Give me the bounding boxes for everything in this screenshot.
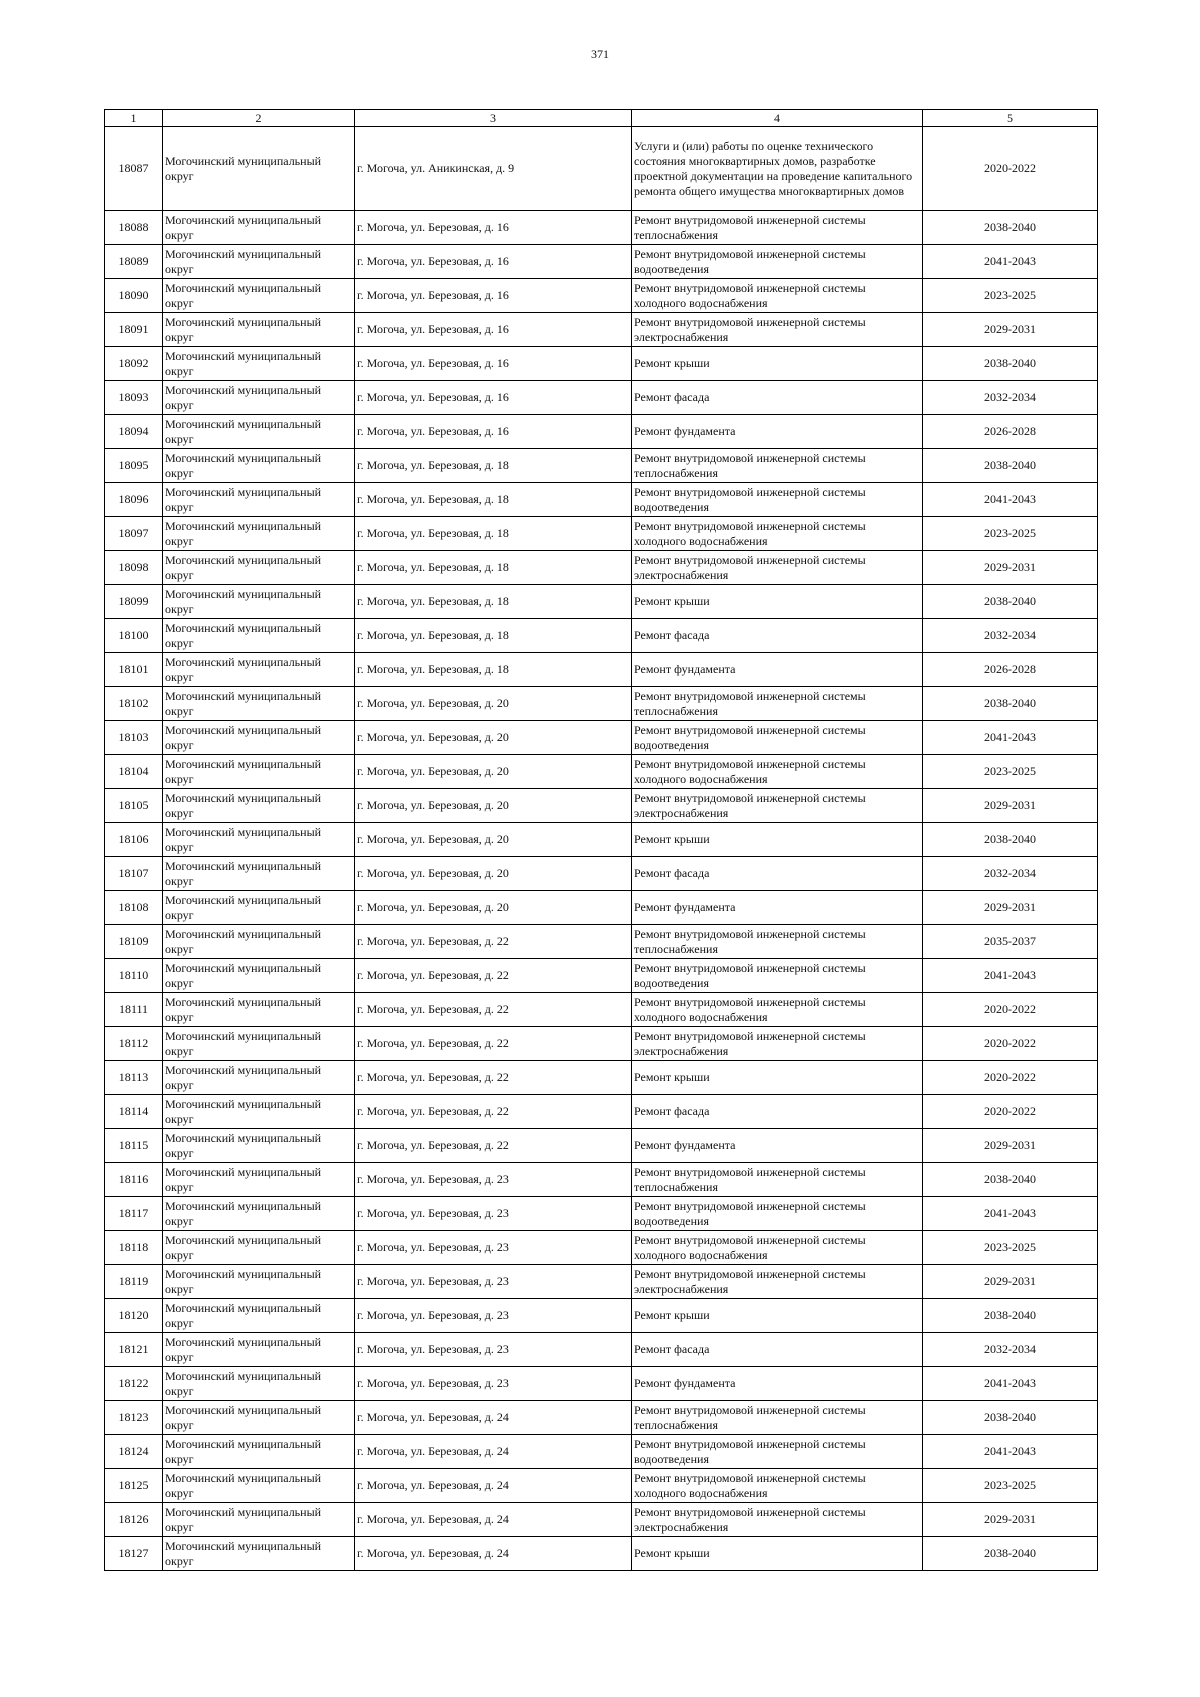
row-number-cell: 18087 (105, 127, 163, 211)
repair-schedule-table (104, 109, 1098, 1571)
address-cell: г. Могоча, ул. Березовая, д. 18 (355, 449, 632, 483)
table-row (105, 415, 1098, 449)
address-cell: г. Могоча, ул. Березовая, д. 20 (355, 789, 632, 823)
address-cell: г. Могоча, ул. Березовая, д. 20 (355, 823, 632, 857)
row-number-cell: 18097 (105, 517, 163, 551)
table-row (105, 483, 1098, 517)
period-cell: 2038-2040 (923, 1299, 1098, 1333)
work-type-cell: Ремонт внутридомовой инженерной системы электроснабжения (632, 313, 923, 347)
table-row (105, 925, 1098, 959)
district-cell: Могочинский муниципальный округ (163, 517, 355, 551)
district-cell: Могочинский муниципальный округ (163, 1129, 355, 1163)
district-cell: Могочинский муниципальный округ (163, 1435, 355, 1469)
work-type-cell: Ремонт внутридомовой инженерной системы водоотведения (632, 1197, 923, 1231)
table-row (105, 1503, 1098, 1537)
row-number-cell: 18119 (105, 1265, 163, 1299)
work-type-cell: Ремонт внутридомовой инженерной системы теплоснабжения (632, 449, 923, 483)
row-number-cell: 18089 (105, 245, 163, 279)
row-number-cell: 18108 (105, 891, 163, 925)
work-type-cell: Ремонт внутридомовой инженерной системы холодного водоснабжения (632, 1469, 923, 1503)
row-number-cell: 18095 (105, 449, 163, 483)
table-row (105, 721, 1098, 755)
row-number-cell: 18123 (105, 1401, 163, 1435)
row-number-cell: 18118 (105, 1231, 163, 1265)
table-row (105, 891, 1098, 925)
work-type-cell: Ремонт крыши (632, 823, 923, 857)
district-cell: Могочинский муниципальный округ (163, 755, 355, 789)
column-header-1: 1 (105, 110, 163, 127)
column-header-5: 5 (923, 110, 1098, 127)
row-number-cell: 18105 (105, 789, 163, 823)
district-cell: Могочинский муниципальный округ (163, 551, 355, 585)
district-cell: Могочинский муниципальный округ (163, 483, 355, 517)
work-type-cell: Ремонт фундамента (632, 653, 923, 687)
row-number-cell: 18115 (105, 1129, 163, 1163)
work-type-cell: Ремонт фундамента (632, 415, 923, 449)
district-cell: Могочинский муниципальный округ (163, 1095, 355, 1129)
table-row (105, 1129, 1098, 1163)
period-cell: 2023-2025 (923, 279, 1098, 313)
address-cell: г. Могоча, ул. Березовая, д. 20 (355, 721, 632, 755)
column-header-3: 3 (355, 110, 632, 127)
row-number-cell: 18102 (105, 687, 163, 721)
district-cell: Могочинский муниципальный округ (163, 1367, 355, 1401)
work-type-cell: Ремонт фундамента (632, 1367, 923, 1401)
address-cell: г. Могоча, ул. Березовая, д. 22 (355, 1061, 632, 1095)
header-row (105, 110, 1098, 127)
table-row (105, 823, 1098, 857)
row-number-cell: 18100 (105, 619, 163, 653)
row-number-cell: 18096 (105, 483, 163, 517)
row-number-cell: 18104 (105, 755, 163, 789)
address-cell: г. Могоча, ул. Березовая, д. 23 (355, 1299, 632, 1333)
table-row (105, 1163, 1098, 1197)
address-cell: г. Могоча, ул. Березовая, д. 16 (355, 347, 632, 381)
work-type-cell: Ремонт внутридомовой инженерной системы холодного водоснабжения (632, 1231, 923, 1265)
district-cell: Могочинский муниципальный округ (163, 1197, 355, 1231)
address-cell: г. Могоча, ул. Березовая, д. 18 (355, 551, 632, 585)
work-type-cell: Ремонт фундамента (632, 1129, 923, 1163)
period-cell: 2038-2040 (923, 211, 1098, 245)
work-type-cell: Услуги и (или) работы по оценке технического состояния многоквартирных домов, разработке проектной документации на проведение капитального ремонта общего имущества многоквартирных домов (632, 127, 923, 211)
table-row (105, 1197, 1098, 1231)
row-number-cell: 18092 (105, 347, 163, 381)
period-cell: 2026-2028 (923, 653, 1098, 687)
address-cell: г. Могоча, ул. Березовая, д. 18 (355, 619, 632, 653)
table-row (105, 211, 1098, 245)
row-number-cell: 18110 (105, 959, 163, 993)
address-cell: г. Могоча, ул. Березовая, д. 24 (355, 1401, 632, 1435)
district-cell: Могочинский муниципальный округ (163, 313, 355, 347)
period-cell: 2023-2025 (923, 755, 1098, 789)
district-cell: Могочинский муниципальный округ (163, 857, 355, 891)
table-row (105, 857, 1098, 891)
address-cell: г. Могоча, ул. Березовая, д. 24 (355, 1435, 632, 1469)
row-number-cell: 18114 (105, 1095, 163, 1129)
address-cell: г. Могоча, ул. Аникинская, д. 9 (355, 127, 632, 211)
address-cell: г. Могоча, ул. Березовая, д. 23 (355, 1265, 632, 1299)
period-cell: 2038-2040 (923, 1401, 1098, 1435)
row-number-cell: 18125 (105, 1469, 163, 1503)
row-number-cell: 18126 (105, 1503, 163, 1537)
district-cell: Могочинский муниципальный округ (163, 619, 355, 653)
table-row (105, 653, 1098, 687)
district-cell: Могочинский муниципальный округ (163, 347, 355, 381)
period-cell: 2026-2028 (923, 415, 1098, 449)
district-cell: Могочинский муниципальный округ (163, 1401, 355, 1435)
district-cell: Могочинский муниципальный округ (163, 245, 355, 279)
period-cell: 2032-2034 (923, 619, 1098, 653)
period-cell: 2029-2031 (923, 1129, 1098, 1163)
work-type-cell: Ремонт крыши (632, 1061, 923, 1095)
address-cell: г. Могоча, ул. Березовая, д. 22 (355, 1027, 632, 1061)
work-type-cell: Ремонт крыши (632, 1537, 923, 1571)
table-row (105, 1061, 1098, 1095)
work-type-cell: Ремонт внутридомовой инженерной системы электроснабжения (632, 789, 923, 823)
row-number-cell: 18117 (105, 1197, 163, 1231)
district-cell: Могочинский муниципальный округ (163, 1265, 355, 1299)
table-row (105, 959, 1098, 993)
address-cell: г. Могоча, ул. Березовая, д. 23 (355, 1367, 632, 1401)
row-number-cell: 18122 (105, 1367, 163, 1401)
address-cell: г. Могоча, ул. Березовая, д. 22 (355, 959, 632, 993)
district-cell: Могочинский муниципальный округ (163, 993, 355, 1027)
address-cell: г. Могоча, ул. Березовая, д. 22 (355, 1129, 632, 1163)
period-cell: 2038-2040 (923, 347, 1098, 381)
district-cell: Могочинский муниципальный округ (163, 891, 355, 925)
row-number-cell: 18109 (105, 925, 163, 959)
row-number-cell: 18101 (105, 653, 163, 687)
row-number-cell: 18124 (105, 1435, 163, 1469)
table-row (105, 1333, 1098, 1367)
work-type-cell: Ремонт фундамента (632, 891, 923, 925)
work-type-cell: Ремонт крыши (632, 585, 923, 619)
period-cell: 2023-2025 (923, 517, 1098, 551)
table-row (105, 1435, 1098, 1469)
row-number-cell: 18112 (105, 1027, 163, 1061)
address-cell: г. Могоча, ул. Березовая, д. 18 (355, 483, 632, 517)
period-cell: 2029-2031 (923, 789, 1098, 823)
column-header-2: 2 (163, 110, 355, 127)
table-row (105, 789, 1098, 823)
district-cell: Могочинский муниципальный округ (163, 1299, 355, 1333)
period-cell: 2041-2043 (923, 483, 1098, 517)
work-type-cell: Ремонт внутридомовой инженерной системы водоотведения (632, 721, 923, 755)
district-cell: Могочинский муниципальный округ (163, 381, 355, 415)
work-type-cell: Ремонт внутридомовой инженерной системы электроснабжения (632, 1503, 923, 1537)
table-row (105, 347, 1098, 381)
table-row (105, 127, 1098, 211)
work-type-cell: Ремонт крыши (632, 347, 923, 381)
table-row (105, 1027, 1098, 1061)
work-type-cell: Ремонт внутридомовой инженерной системы водоотведения (632, 1435, 923, 1469)
period-cell: 2020-2022 (923, 1095, 1098, 1129)
period-cell: 2038-2040 (923, 823, 1098, 857)
table-row (105, 1095, 1098, 1129)
table-row (105, 1367, 1098, 1401)
period-cell: 2038-2040 (923, 1537, 1098, 1571)
period-cell: 2038-2040 (923, 449, 1098, 483)
table-row (105, 1299, 1098, 1333)
period-cell: 2041-2043 (923, 1367, 1098, 1401)
work-type-cell: Ремонт внутридомовой инженерной системы водоотведения (632, 959, 923, 993)
district-cell: Могочинский муниципальный округ (163, 653, 355, 687)
address-cell: г. Могоча, ул. Березовая, д. 23 (355, 1197, 632, 1231)
district-cell: Могочинский муниципальный округ (163, 721, 355, 755)
address-cell: г. Могоча, ул. Березовая, д. 18 (355, 653, 632, 687)
period-cell: 2023-2025 (923, 1469, 1098, 1503)
work-type-cell: Ремонт внутридомовой инженерной системы теплоснабжения (632, 1401, 923, 1435)
period-cell: 2032-2034 (923, 857, 1098, 891)
period-cell: 2041-2043 (923, 721, 1098, 755)
row-number-cell: 18091 (105, 313, 163, 347)
work-type-cell: Ремонт фасада (632, 1095, 923, 1129)
work-type-cell: Ремонт внутридомовой инженерной системы теплоснабжения (632, 687, 923, 721)
address-cell: г. Могоча, ул. Березовая, д. 18 (355, 517, 632, 551)
table-row (105, 585, 1098, 619)
district-cell: Могочинский муниципальный округ (163, 211, 355, 245)
table-row (105, 551, 1098, 585)
work-type-cell: Ремонт внутридомовой инженерной системы холодного водоснабжения (632, 279, 923, 313)
district-cell: Могочинский муниципальный округ (163, 1027, 355, 1061)
period-cell: 2032-2034 (923, 381, 1098, 415)
period-cell: 2029-2031 (923, 1265, 1098, 1299)
work-type-cell: Ремонт фасада (632, 381, 923, 415)
table-row (105, 279, 1098, 313)
district-cell: Могочинский муниципальный округ (163, 1503, 355, 1537)
work-type-cell: Ремонт внутридомовой инженерной системы теплоснабжения (632, 211, 923, 245)
work-type-cell: Ремонт фасада (632, 857, 923, 891)
table-row (105, 381, 1098, 415)
address-cell: г. Могоча, ул. Березовая, д. 24 (355, 1469, 632, 1503)
row-number-cell: 18121 (105, 1333, 163, 1367)
period-cell: 2041-2043 (923, 1435, 1098, 1469)
work-type-cell: Ремонт фасада (632, 619, 923, 653)
row-number-cell: 18090 (105, 279, 163, 313)
row-number-cell: 18116 (105, 1163, 163, 1197)
address-cell: г. Могоча, ул. Березовая, д. 16 (355, 381, 632, 415)
work-type-cell: Ремонт фасада (632, 1333, 923, 1367)
table-row (105, 1265, 1098, 1299)
table-row (105, 993, 1098, 1027)
row-number-cell: 18113 (105, 1061, 163, 1095)
page-number: 371 (591, 47, 609, 61)
row-number-cell: 18099 (105, 585, 163, 619)
address-cell: г. Могоча, ул. Березовая, д. 16 (355, 279, 632, 313)
district-cell: Могочинский муниципальный округ (163, 1061, 355, 1095)
table-row (105, 755, 1098, 789)
period-cell: 2035-2037 (923, 925, 1098, 959)
work-type-cell: Ремонт внутридомовой инженерной системы электроснабжения (632, 1265, 923, 1299)
period-cell: 2038-2040 (923, 1163, 1098, 1197)
row-number-cell: 18093 (105, 381, 163, 415)
address-cell: г. Могоча, ул. Березовая, д. 23 (355, 1333, 632, 1367)
period-cell: 2020-2022 (923, 1027, 1098, 1061)
column-header-4: 4 (632, 110, 923, 127)
address-cell: г. Могоча, ул. Березовая, д. 23 (355, 1231, 632, 1265)
period-cell: 2032-2034 (923, 1333, 1098, 1367)
district-cell: Могочинский муниципальный округ (163, 585, 355, 619)
address-cell: г. Могоча, ул. Березовая, д. 22 (355, 1095, 632, 1129)
district-cell: Могочинский муниципальный округ (163, 823, 355, 857)
district-cell: Могочинский муниципальный округ (163, 127, 355, 211)
address-cell: г. Могоча, ул. Березовая, д. 16 (355, 313, 632, 347)
table-row (105, 619, 1098, 653)
table-row (105, 1401, 1098, 1435)
table-row (105, 245, 1098, 279)
address-cell: г. Могоча, ул. Березовая, д. 16 (355, 415, 632, 449)
row-number-cell: 18127 (105, 1537, 163, 1571)
address-cell: г. Могоча, ул. Березовая, д. 20 (355, 755, 632, 789)
table-row (105, 1231, 1098, 1265)
district-cell: Могочинский муниципальный округ (163, 959, 355, 993)
work-type-cell: Ремонт внутридомовой инженерной системы водоотведения (632, 245, 923, 279)
period-cell: 2041-2043 (923, 1197, 1098, 1231)
row-number-cell: 18088 (105, 211, 163, 245)
period-cell: 2041-2043 (923, 245, 1098, 279)
district-cell: Могочинский муниципальный округ (163, 687, 355, 721)
address-cell: г. Могоча, ул. Березовая, д. 23 (355, 1163, 632, 1197)
row-number-cell: 18120 (105, 1299, 163, 1333)
work-type-cell: Ремонт внутридомовой инженерной системы электроснабжения (632, 551, 923, 585)
period-cell: 2020-2022 (923, 127, 1098, 211)
work-type-cell: Ремонт крыши (632, 1299, 923, 1333)
period-cell: 2029-2031 (923, 1503, 1098, 1537)
address-cell: г. Могоча, ул. Березовая, д. 18 (355, 585, 632, 619)
work-type-cell: Ремонт внутридомовой инженерной системы теплоснабжения (632, 925, 923, 959)
row-number-cell: 18111 (105, 993, 163, 1027)
period-cell: 2020-2022 (923, 993, 1098, 1027)
period-cell: 2020-2022 (923, 1061, 1098, 1095)
address-cell: г. Могоча, ул. Березовая, д. 24 (355, 1503, 632, 1537)
row-number-cell: 18098 (105, 551, 163, 585)
district-cell: Могочинский муниципальный округ (163, 1163, 355, 1197)
table-row (105, 449, 1098, 483)
work-type-cell: Ремонт внутридомовой инженерной системы холодного водоснабжения (632, 517, 923, 551)
period-cell: 2041-2043 (923, 959, 1098, 993)
address-cell: г. Могоча, ул. Березовая, д. 20 (355, 857, 632, 891)
district-cell: Могочинский муниципальный округ (163, 1333, 355, 1367)
address-cell: г. Могоча, ул. Березовая, д. 20 (355, 891, 632, 925)
address-cell: г. Могоча, ул. Березовая, д. 22 (355, 993, 632, 1027)
table-row (105, 687, 1098, 721)
row-number-cell: 18107 (105, 857, 163, 891)
district-cell: Могочинский муниципальный округ (163, 449, 355, 483)
table-row (105, 313, 1098, 347)
work-type-cell: Ремонт внутридомовой инженерной системы электроснабжения (632, 1027, 923, 1061)
table-body (105, 127, 1098, 1571)
row-number-cell: 18106 (105, 823, 163, 857)
work-type-cell: Ремонт внутридомовой инженерной системы холодного водоснабжения (632, 755, 923, 789)
table-row (105, 1469, 1098, 1503)
table-row (105, 1537, 1098, 1571)
row-number-cell: 18103 (105, 721, 163, 755)
row-number-cell: 18094 (105, 415, 163, 449)
address-cell: г. Могоча, ул. Березовая, д. 24 (355, 1537, 632, 1571)
address-cell: г. Могоча, ул. Березовая, д. 16 (355, 245, 632, 279)
period-cell: 2023-2025 (923, 1231, 1098, 1265)
district-cell: Могочинский муниципальный округ (163, 415, 355, 449)
period-cell: 2029-2031 (923, 313, 1098, 347)
address-cell: г. Могоча, ул. Березовая, д. 20 (355, 687, 632, 721)
district-cell: Могочинский муниципальный округ (163, 925, 355, 959)
address-cell: г. Могоча, ул. Березовая, д. 16 (355, 211, 632, 245)
table-row (105, 517, 1098, 551)
period-cell: 2029-2031 (923, 891, 1098, 925)
district-cell: Могочинский муниципальный округ (163, 1469, 355, 1503)
work-type-cell: Ремонт внутридомовой инженерной системы теплоснабжения (632, 1163, 923, 1197)
work-type-cell: Ремонт внутридомовой инженерной системы холодного водоснабжения (632, 993, 923, 1027)
period-cell: 2029-2031 (923, 551, 1098, 585)
district-cell: Могочинский муниципальный округ (163, 1231, 355, 1265)
address-cell: г. Могоча, ул. Березовая, д. 22 (355, 925, 632, 959)
district-cell: Могочинский муниципальный округ (163, 1537, 355, 1571)
work-type-cell: Ремонт внутридомовой инженерной системы водоотведения (632, 483, 923, 517)
district-cell: Могочинский муниципальный округ (163, 279, 355, 313)
district-cell: Могочинский муниципальный округ (163, 789, 355, 823)
period-cell: 2038-2040 (923, 687, 1098, 721)
period-cell: 2038-2040 (923, 585, 1098, 619)
